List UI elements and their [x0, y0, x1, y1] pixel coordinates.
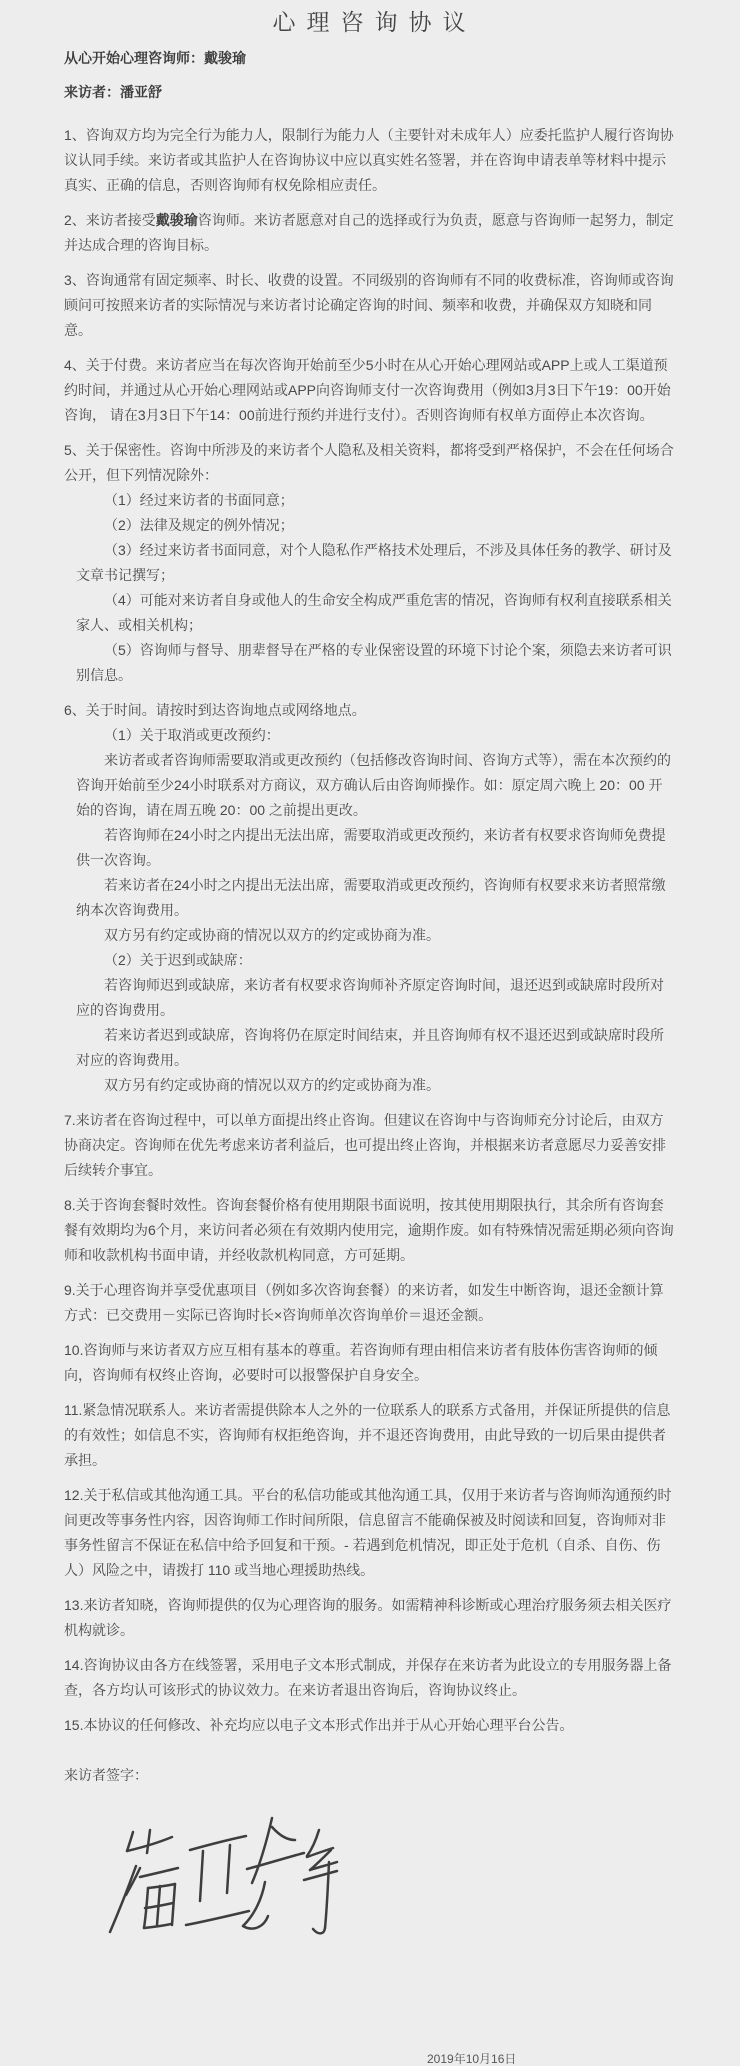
- clause-15: 15.本协议的任何修改、补充均应以电子文本形式作出并于从心开始心理平台公告。: [64, 1717, 574, 1733]
- time-rule-item: 双方另有约定或协商的情况以双方的约定或协商为准。: [104, 927, 440, 943]
- counselor-line: [64, 46, 674, 71]
- signature-label: 来访者签字：: [64, 1767, 148, 1783]
- signature-area: [100, 1812, 674, 1952]
- clause-14: 14.咨询协议由各方在线签署，采用电子文本形式制成，并保存在来访者为此设立的专用服务器上备查，各方均认可该形式的协议效力。在来访者退出咨询后，咨询协议终止。: [64, 1657, 672, 1698]
- clause-10: 10.咨询师与来访者双方应互相有基本的尊重。若咨询师有理由相信来访者有肢体伤害咨询师的倾向，咨询师有权终止咨询，必要时可以报警保护自身安全。: [64, 1342, 658, 1383]
- counselor-name: 戴骏瑜: [204, 50, 246, 66]
- clause-8: 8.关于咨询套餐时效性。咨询套餐价格有使用期限书面说明，按其使用期限执行，其余所有咨询套餐有效期均为6个月，来访问者必须在有效期内使用完，逾期作废。如有特殊情况需延期必须向咨询师和收款机构书面申请，并经收款机构同意，方可延期。: [64, 1197, 674, 1263]
- exception-item: （5）咨询师与督导、朋辈督导在严格的专业保密设置的环境下讨论个案，须隐去来访者可识别信息。: [76, 642, 672, 683]
- clause-5: 5、关于保密性。咨询中所涉及的来访者个人隐私及相关资料，都将受到严格保护，不会在任何场合公开，但下列情况除外：: [64, 442, 674, 483]
- time-rule-item: 若来访者迟到或缺席，咨询将仍在原定时间结束，并且咨询师有权不退还迟到或缺席时段所对应的咨询费用。: [76, 1027, 664, 1068]
- time-rule-list: [76, 723, 674, 1098]
- page-title: 心理咨询协议: [272, 9, 477, 35]
- clause-4: 4、关于付费。来访者应当在每次咨询开始前至少5小时在从心开始心理网站或APP上或人工渠道预约时间，并通过从心开始心理网站或APP向咨询师支付一次咨询费用（例如3月3日下午19：00开始咨询， 请在3月3日下午14：00前进行预约并进行支付）。否则咨询师有权单方面停止本次咨询。: [64, 357, 671, 423]
- exception-item: （2）法律及规定的例外情况；: [104, 517, 294, 533]
- exception-item: （4）可能对来访者自身或他人的生命安全构成严重危害的情况，咨询师有权利直接联系相关家人、或相关机构；: [76, 592, 672, 633]
- clause-9: 9.关于心理咨询并享受优惠项目（例如多次咨询套餐）的来访者，如发生中断咨询，退还金额计算方式：已交费用－实际已咨询时长×咨询师单次咨询单价＝退还金额。: [64, 1282, 664, 1323]
- clause-2-prefix: 2、来访者接受: [64, 212, 156, 228]
- visitor-name: 潘亚舒: [120, 84, 162, 100]
- clause-11: 11.紧急情况联系人。来访者需提供除本人之外的一位联系人的联系方式备用，并保证所提供的信息的有效性；如信息不实，咨询师有权拒绝咨询，并不退还咨询费用，由此导致的一切后果由提供者承担。: [64, 1402, 671, 1468]
- counselor-label: 从心开始心理咨询师：: [64, 50, 204, 66]
- visitor-label: 来访者：: [64, 84, 120, 100]
- clause-2-suffix: 咨询师。来访者愿意对自己的选择或行为负责，愿意与咨询师一起努力，制定并达成合理的咨询目标。: [64, 212, 674, 253]
- clause-13: 13.来访者知晓，咨询师提供的仅为心理咨询的服务。如需精神科诊断或心理治疗服务须去相关医疗机构就诊。: [64, 1597, 672, 1638]
- visitor-line: [64, 80, 674, 105]
- confidentiality-exception-list: [76, 488, 674, 688]
- time-rule-item: 若咨询师迟到或缺席，来访者有权要求咨询师补齐原定咨询时间，退还迟到或缺席时段所对应的咨询费用。: [76, 977, 664, 1018]
- time-rule-item: 若来访者在24小时之内提出无法出席，需要取消或更改预约，咨询师有权要求来访者照常缴纳本次咨询费用。: [76, 877, 666, 918]
- exception-item: （3）经过来访者书面同意，对个人隐私作严格技术处理后，不涉及具体任务的教学、研讨及文章书记撰写；: [76, 542, 672, 583]
- clause-6: 6、关于时间。请按时到达咨询地点或网络地点。: [64, 702, 366, 718]
- signature-drawing: [100, 1812, 340, 1952]
- exception-item: （1）经过来访者的书面同意；: [104, 492, 294, 508]
- clause-2: [64, 208, 674, 258]
- clause-7: 7.来访者在咨询过程中，可以单方面提出终止咨询。但建议在咨询中与咨询师充分讨论后，由双方协商决定。咨询师在优先考虑来访者利益后，也可提出终止咨询，并根据来访者意愿尽力妥善安排后续转介事宜。: [64, 1112, 666, 1178]
- time-rule-item: 若咨询师在24小时之内提出无法出席，需要取消或更改预约，来访者有权要求咨询师免费提供一次咨询。: [76, 827, 666, 868]
- signature-date: 2019年10月16日: [427, 2052, 517, 2066]
- time-rule-item: （1）关于取消或更改预约：: [104, 727, 280, 743]
- clause-2-counselor-name: 戴骏瑜: [155, 212, 198, 228]
- clause-3: 3、咨询通常有固定频率、时长、收费的设置。不同级别的咨询师有不同的收费标准，咨询师或咨询顾问可按照来访者的实际情况与来访者讨论确定咨询的时间、频率和收费，并确保双方知晓和同意。: [64, 272, 674, 338]
- time-rule-item: 双方另有约定或协商的情况以双方的约定或协商为准。: [104, 1077, 440, 1093]
- time-rule-item: 来访者或者咨询师需要取消或更改预约（包括修改咨询时间、咨询方式等），需在本次预约的咨询开始前至少24小时联系对方商议，双方确认后由咨询师操作。如：原定周六晚上 20：00 开始的咨询，请在周五晚 20：00 之前提出更改。: [76, 752, 671, 818]
- time-rule-item: （2）关于迟到或缺席：: [104, 952, 252, 968]
- clause-1: 1、咨询双方均为完全行为能力人，限制行为能力人（主要针对未成年人）应委托监护人履行咨询协议认同手续。来访者或其监护人在咨询协议中应以真实姓名签署，并在咨询申请表单等材料中提示真实、正确的信息，否则咨询师有权免除相应责任。: [64, 127, 674, 193]
- clause-12: 12.关于私信或其他沟通工具。平台的私信功能或其他沟通工具，仅用于来访者与咨询师沟通预约时间更改等事务性内容，因咨询师工作时间所限，信息留言不能确保被及时阅读和回复，咨询师对非事务性留言不保证在私信中给予回复和干预。- 若遇到危机情况，即正处于危机（自杀、自伤、伤人）风险之中，请拨打 110 或当地心理援助热线。: [64, 1487, 672, 1578]
